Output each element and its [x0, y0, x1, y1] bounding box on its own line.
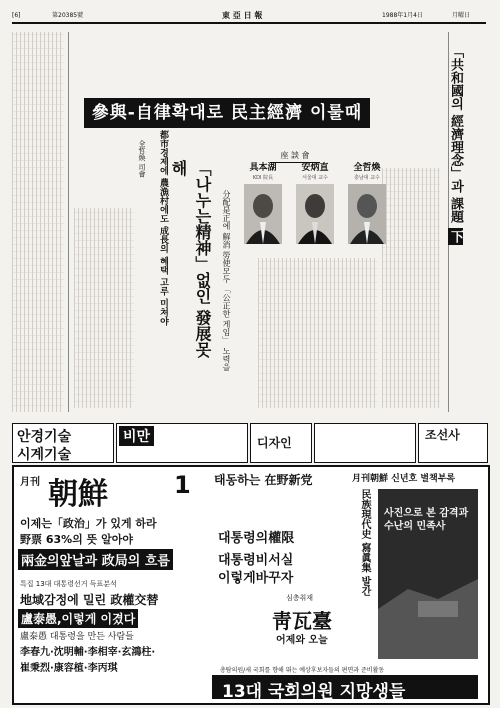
panelist-photo	[296, 184, 334, 244]
panelist	[292, 162, 338, 248]
middle-headline: 태동하는 在野新党	[214, 473, 313, 487]
page-header	[12, 10, 486, 24]
ad-line: 시계기술	[17, 447, 72, 463]
magazine-feature: 兩金의앞날과 政局의 흐름	[18, 549, 173, 570]
panelist-photo	[348, 184, 386, 244]
panelist-affiliation: 충남대 교수	[354, 175, 380, 181]
page-number: [6]	[12, 12, 21, 19]
article-subhead: 分配是正에 解消 勞使모두 「公正한 게임」 노력을	[222, 190, 231, 371]
issue-date: 1988年1月4日	[382, 12, 423, 19]
article-headline: 「나누는精神」없인 發展못해	[169, 160, 212, 358]
panel-label: 座 談 會	[270, 150, 320, 163]
ad-line: 조선사	[425, 428, 460, 442]
magazine-issue-number: 1	[174, 471, 191, 499]
panelist-affiliation: 서울대 교수	[302, 175, 328, 181]
panelist	[344, 162, 390, 248]
magazine-item: 崔秉烈·康容植·李丙琪	[20, 663, 118, 674]
advertisement-section	[12, 423, 486, 703]
middle-headline: 대통령의權限	[218, 531, 295, 546]
magazine-title: 朝鮮	[48, 477, 108, 512]
newspaper-name: 東 亞 日 報	[222, 11, 263, 20]
body-text-column	[74, 208, 134, 408]
monthly-magazine-ad	[12, 465, 490, 705]
supplement-title: 月刊朝鮮 신년호 별책부록	[352, 474, 456, 484]
middle-headline: 대통령비서실	[218, 553, 294, 568]
series-title-text: 「共和國의 經濟理念」과 課題	[448, 45, 463, 224]
book-title: 사진으로 본 감격과 수난의 민족사	[384, 508, 469, 532]
article-banner-headline: 參與-自律확대로 民主經濟 이룰때	[84, 98, 370, 128]
design-ad	[250, 423, 312, 463]
series-tag: 下	[448, 229, 463, 243]
election-note: 특집 13대 대통령선거 득표분석	[20, 580, 117, 588]
panelist	[240, 162, 286, 248]
magazine-item: 李春九·沈明輔·李相宰·玄鴻柱·	[20, 647, 156, 658]
bottom-banner	[212, 675, 478, 702]
body-text-column	[258, 258, 378, 408]
bottom-banner-text: 13대 국회의원 지망생들	[222, 682, 406, 702]
body-text-column	[12, 32, 64, 412]
middle-kicker: 심층취재	[286, 594, 314, 602]
body-text-column	[382, 168, 440, 408]
panelist-affiliation: KDI 院長	[252, 175, 274, 181]
magazine-item: 盧泰愚 대통령을 만든 사람들	[20, 632, 134, 642]
magazine-label: 月刊	[20, 477, 40, 488]
middle-headline: 이렇게바꾸자	[218, 571, 294, 586]
issue-day: 月曜日	[452, 12, 471, 19]
supplement-vertical: 民族現代史 寫眞集 발간	[359, 489, 370, 596]
middle-headline: 靑瓦臺	[272, 609, 332, 633]
optics-ad	[12, 423, 114, 463]
ad-line: 안경기술	[17, 429, 72, 445]
article-subhead-2: 都市경제에 農漁村에도 成長의 혜택 고루 미쳐야	[158, 130, 168, 326]
magazine-item: 野票 63%의 뜻 알아야	[20, 533, 133, 546]
series-title	[440, 40, 470, 250]
middle-headline: 어제와 오늘	[276, 635, 328, 646]
ad-line: 디자인	[257, 436, 292, 450]
bottom-note: 총탐의원/새 국회를 향해 뛰는 예상후보자들의 편면과 준비활동	[220, 667, 385, 674]
josun-ad	[418, 423, 488, 463]
magazine-item: 盧泰愚,이렇게 이겼다	[18, 609, 138, 628]
misc-ad	[314, 423, 416, 463]
magazine-item: 이제는「政治」가 있게 하라	[20, 517, 157, 530]
diet-ad	[116, 423, 248, 463]
panelist-name: 具本湖	[249, 163, 277, 173]
issue-number: 第20385號	[52, 12, 84, 19]
magazine-item: 地域감정에 밀린 政權交替	[20, 593, 159, 607]
column-divider	[68, 32, 69, 412]
panelist-photos	[240, 162, 390, 248]
panelist-photo	[244, 184, 282, 244]
ad-brand: 비만	[119, 426, 154, 446]
panelist-name: 全哲煥	[353, 163, 381, 173]
article-moderator: 全哲煥 司會	[138, 140, 146, 178]
panelist-name: 安炳直	[301, 163, 329, 173]
book-cover-image	[378, 489, 478, 659]
